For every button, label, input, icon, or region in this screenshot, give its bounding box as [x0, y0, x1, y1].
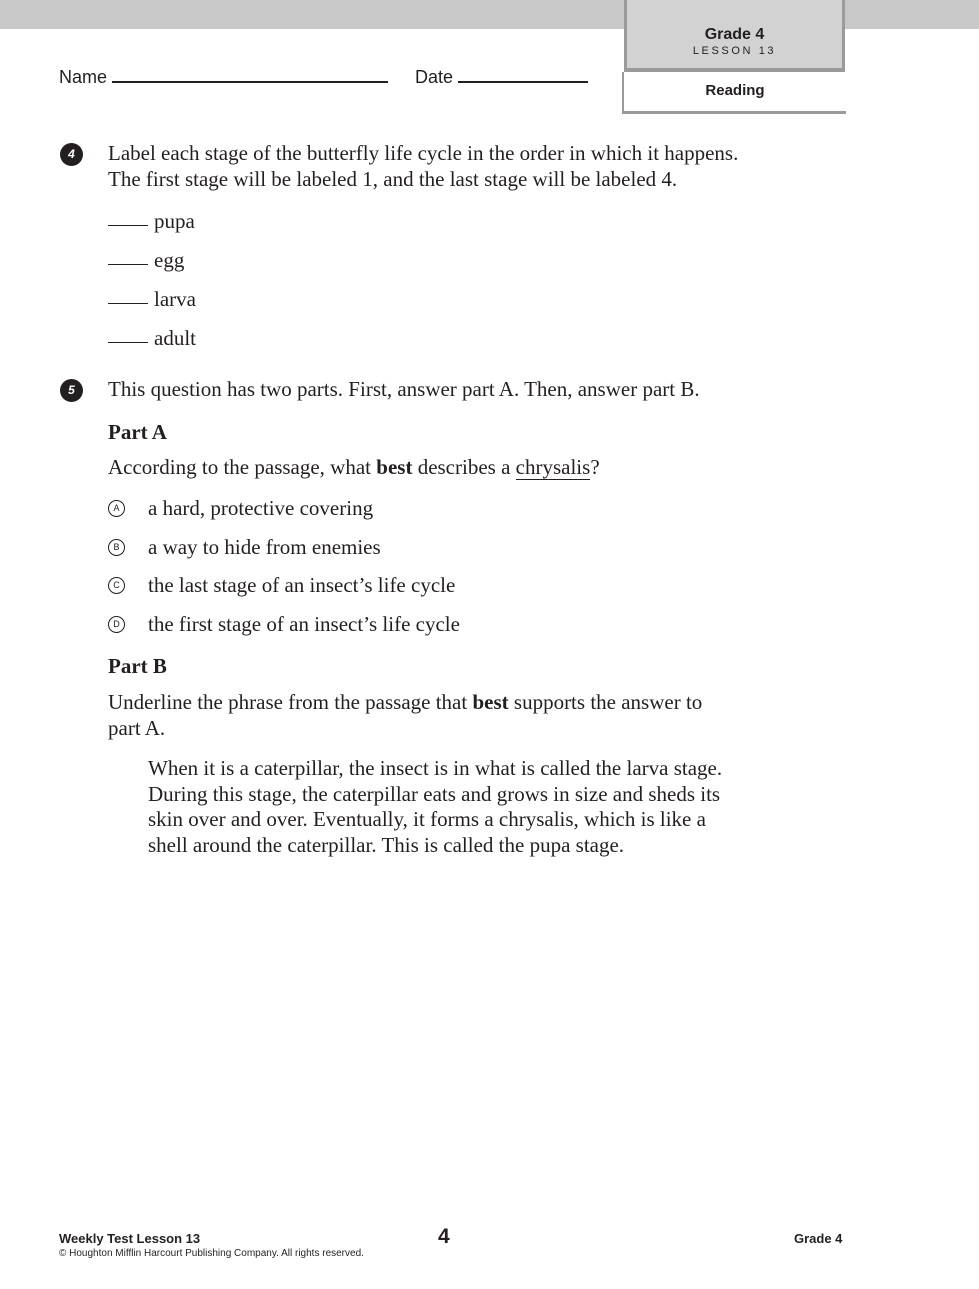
footer-test-title: Weekly Test Lesson 13 [59, 1231, 201, 1246]
page-number: 4 [438, 1225, 450, 1248]
q4-prompt-line-1: Label each stage of the butterfly life cycle in the order in which it happens. [108, 141, 739, 165]
option-text-d: the first stage of an insect’s life cycle [148, 612, 460, 636]
emphasis-text: best [376, 455, 413, 479]
question-text: According to the passage, what [108, 455, 377, 479]
passage-line[interactable]: During this stage, the caterpillar eats and grows in size and sheds its [148, 782, 721, 806]
part-a-heading: Part A [108, 420, 167, 444]
date-line[interactable] [458, 81, 588, 83]
underlined-term: chrysalis [515, 455, 591, 479]
stage-label: adult [154, 326, 196, 350]
footer-copyright: © Houghton Mifflin Harcourt Publishing Company. All rights reserved. [59, 1248, 364, 1259]
passage-line[interactable]: When it is a caterpillar, the insect is in what is called the larva stage. [148, 756, 723, 780]
q4-prompt-line-2: The first stage will be labeled 1, and the last stage will be labeled 4. [108, 167, 678, 191]
emphasis-text: best [472, 690, 509, 714]
option-bubble-a[interactable]: A [108, 500, 125, 517]
stage-item [108, 325, 196, 351]
option-bubble-b[interactable]: B [108, 539, 125, 556]
part-b-question-line-2: part A. [108, 716, 166, 740]
name-label: Name [59, 67, 108, 87]
grade-lesson-box [624, 0, 845, 68]
answer-blank[interactable] [108, 264, 148, 265]
date-field[interactable] [415, 67, 588, 88]
subject-label: Reading [622, 72, 846, 114]
part-b-question [108, 689, 702, 715]
question-text: supports the answer to [508, 690, 703, 714]
stage-label: larva [154, 287, 196, 311]
lesson-label: LESSON 13 [692, 45, 777, 57]
option-text-a: a hard, protective covering [148, 496, 374, 520]
name-field[interactable] [59, 67, 388, 88]
part-a-question [108, 454, 600, 480]
stage-item [108, 247, 184, 273]
option-bubble-c[interactable]: C [108, 577, 125, 594]
question-text: ? [590, 455, 600, 479]
stage-label: pupa [154, 209, 195, 233]
question-text: Underline the phrase from the passage that [108, 690, 473, 714]
date-label: Date [415, 67, 454, 87]
footer-grade: Grade 4 [794, 1231, 843, 1246]
question-text: describes a [412, 455, 516, 479]
name-line[interactable] [112, 81, 388, 83]
passage-line[interactable]: shell around the caterpillar. This is called the pupa stage. [148, 833, 625, 857]
stage-item [108, 208, 195, 234]
q5-intro: This question has two parts. First, answer part A. Then, answer part B. [108, 377, 700, 401]
option-bubble-d[interactable]: D [108, 616, 125, 633]
question-number-badge: 4 [60, 143, 83, 166]
passage-line[interactable]: skin over and over. Eventually, it forms a chrysalis, which is like a [148, 807, 706, 831]
footer-info [59, 1231, 364, 1260]
answer-blank[interactable] [108, 303, 148, 304]
answer-blank[interactable] [108, 342, 148, 343]
part-b-heading: Part B [108, 654, 167, 678]
grade-label: Grade 4 [704, 26, 765, 43]
stage-label: egg [154, 248, 185, 272]
option-text-b: a way to hide from enemies [148, 535, 381, 559]
question-number-badge: 5 [60, 379, 83, 402]
option-text-c: the last stage of an insect’s life cycle [148, 573, 456, 597]
stage-item [108, 286, 196, 312]
answer-blank[interactable] [108, 225, 148, 226]
